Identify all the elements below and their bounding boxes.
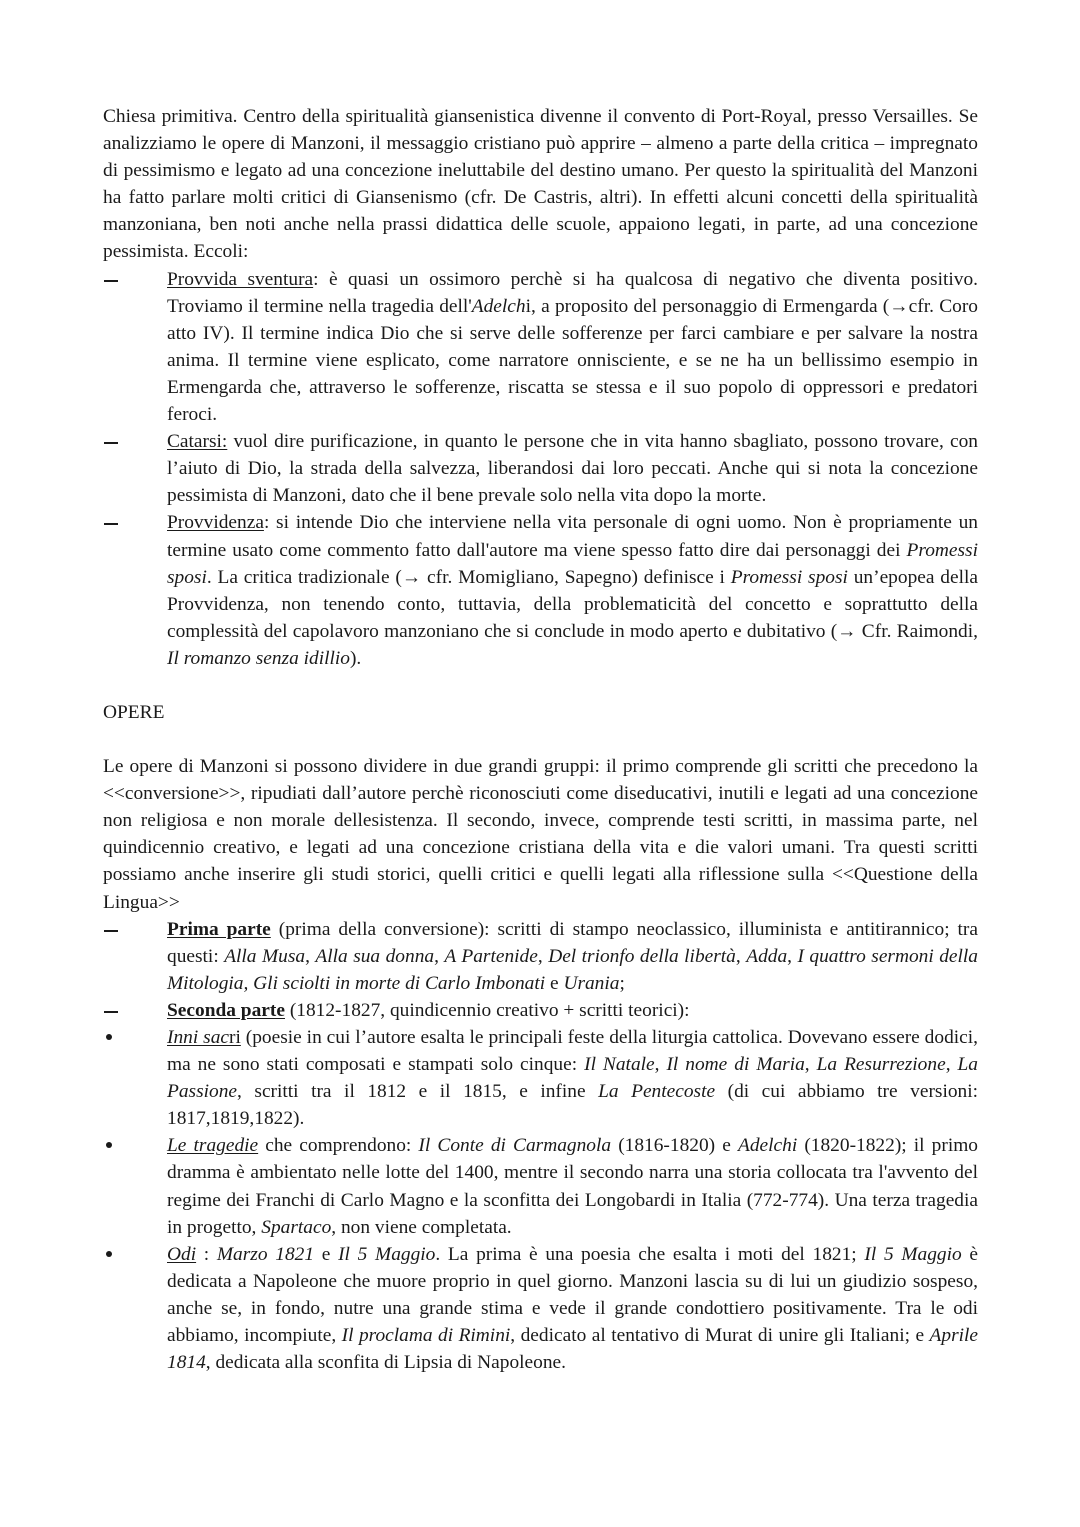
concept-term: Provvidenza	[167, 512, 264, 534]
concept-term: Provvida sventura	[167, 268, 314, 290]
intro-paragraph: Chiesa primitiva. Centro della spiritualità giansenistica divenne il convento di Port-Royal, presso Versailles. Se analizziamo le opere di Manzoni, il messaggio cristiano può apprire – almeno a parte della critica – impregnato di pessimismo e legato ad una concezione ineluttabile del destino umano. Per questo la spiritualità del Manzoni ha fatto parlare molti critici di Giansenismo (cfr. De Castris, altri). In effetti alcuni concetti della spiritualità manzoniana, ben noti anche nella prassi didattica delle scuole, appaiono legati, in parte, ad una concezione pessimista. Eccoli:	[103, 106, 978, 263]
concept-provvida-sventura: Provvida sventura: è quasi un ossimoro perchè si ha qualcosa di negativo che diventa positivo. Troviamo il termine nella tragedia dell'Adelchi, a proposito del personaggio di Ermengarda (→cfr. Coro atto IV). Il termine indica Dio che si serve delle sofferenze per farci cambiare e per salvare la nostra anima. Il termine viene esplicato, come narratore onnisciente, e se ne ha un bellissimo esempio in Ermengarda che, attraverso le sofferenze, riscatta se stessa e il suo popolo di oppressori e predatori feroci.	[167, 268, 978, 426]
parts-list	[103, 916, 978, 1024]
part-prima: Prima parte (prima della conversione): scritti di stampo neoclassico, illuminista e antitirannico; tra questi: Alla Musa, Alla sua donna, A Partenide, Del trionfo della libertà, Adda, I quattro sermoni della Mitologia, Gli sciolti in morte di Carlo Imbonati e Urania;	[167, 918, 978, 994]
concept-provvidenza: Provvidenza: si intende Dio che interviene nella vita personale di ogni uomo. Non è propriamente un termine usato come commento fatto dall'autore ma viene spesso fatto dire dai personaggi dei Promessi sposi. La critica tradizionale (→ cfr. Momigliano, Sapegno) definisce i Promessi sposi un’epopea della Provvidenza, non tenendo conto, tuttavia, della problematicità del concetto e soprattutto della complessità del capolavoro manzoniano che si conclude in modo aperto e dubitativo (→ Cfr. Raimondi, Il romanzo senza idillio).	[167, 512, 978, 669]
part-title: Seconda parte	[167, 999, 285, 1021]
section-paragraph: Le opere di Manzoni si possono dividere in due grandi gruppi: il primo comprende gli scritti che precedono la <<conversione>>, ripudiati dall’autore perchè riconosciuti come diseducativi, inutili e legati ad una concezione non religiosa e non morale dellesistenza. Il secondo, invece, comprende testi scritti, in massima parte, nel quindicennio creativo, e legati ad una concezione cristiana della vita e die valori umani. Tra questi scritti possiamo anche inserire gli studi storici, quelli critici e quelli legati alla riflessione sulla <<Questione della Lingua>>	[103, 756, 978, 913]
part-title: Prima parte	[167, 918, 271, 940]
works-list	[103, 1024, 978, 1376]
concept-term: Catarsi:	[167, 431, 228, 453]
work-inni-sacri: Inni sacri (poesie in cui l’autore esalta le principali feste della liturgia cattolica. Dovevano essere dodici, ma ne sono stati composati e stampati solo cinque: Il Natale, Il nome di Maria, La Resurrezione, La Passione, scritti tra il 1812 e il 1815, e infine La Pentecoste (di cui abbiamo tre versioni: 1817,1819,1822).	[167, 1027, 979, 1130]
concepts-list	[103, 266, 978, 672]
part-seconda: Seconda parte (1812-1827, quindicennio creativo + scritti teorici):	[167, 999, 690, 1021]
work-title: Le tragedie	[167, 1135, 259, 1157]
work-title: Inni sacri	[167, 1027, 241, 1048]
section-heading: OPERE	[103, 701, 165, 723]
work-tragedie: Le tragedie che comprendono: Il Conte di Carmagnola (1816-1820) e Adelchi (1820-1822); il primo dramma è ambientato nelle lotte del 1400, mentre il secondo narra una storia collocata tra l'avvento del regime dei Franchi di Carlo Magno e la sconfitta dei Longobardi in Italia (772-774). Una terza tragedia in progetto, Spartaco, non viene completata.	[167, 1135, 978, 1238]
document-page	[103, 103, 978, 1376]
work-odi: Odi : Marzo 1821 e Il 5 Maggio. La prima è una poesia che esalta i moti del 1821; Il 5 Maggio è dedicata a Napoleone che muore proprio in quel giorno. Manzoni lascia su di lui un giudizio sospeso, anche se, in fondo, nutre una grande stima e vede il grande condottiero positivamente. Tra le odi abbiamo, incompiute, Il proclama di Rimini, dedicato al tentativo di Murat di unire gli Italiani; e Aprile 1814, dedicata alla sconfita di Lipsia di Napoleone.	[167, 1243, 979, 1374]
work-title: Odi	[167, 1243, 197, 1265]
concept-catarsi: Catarsi: vuol dire purificazione, in quanto le persone che in vita hanno sbagliato, possono trovare, con l’aiuto di Dio, la strada della salvezza, liberandosi dai loro peccati. Anche qui si nota la concezione pessimista di Manzoni, dato che il bene prevale solo nella vita dopo la morte.	[167, 431, 978, 507]
